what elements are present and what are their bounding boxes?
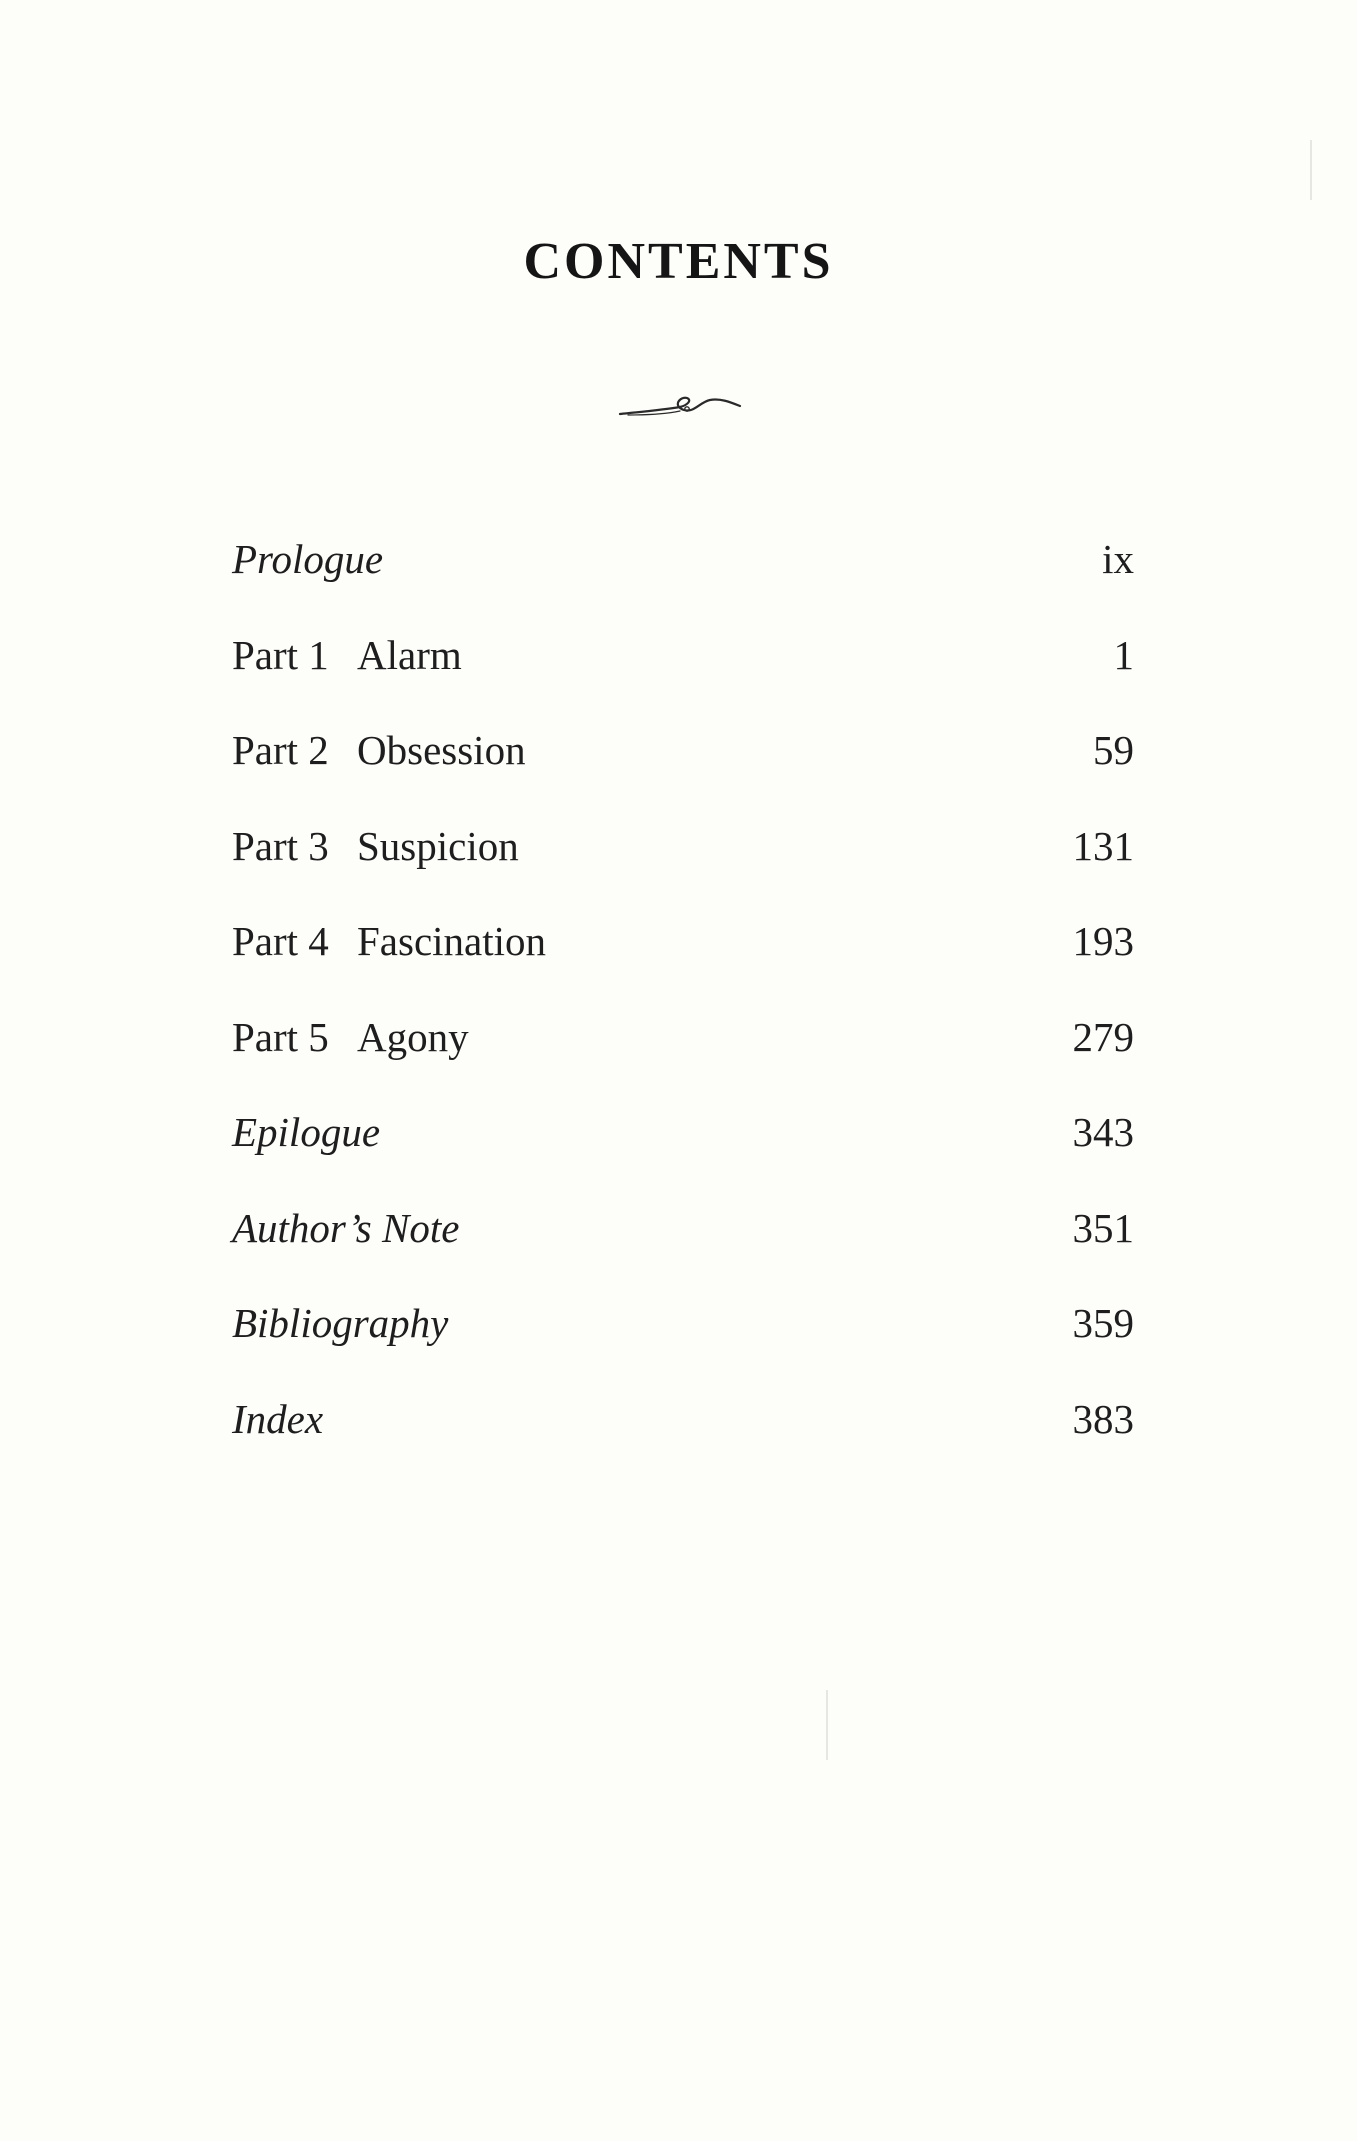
part-label: Part 3 [232, 822, 329, 869]
entry-title: Bibliography [232, 1300, 449, 1346]
part-label: Part 1 [232, 631, 329, 678]
toc-entry [232, 624, 1134, 720]
page-number: 279 [1072, 1013, 1134, 1060]
scan-artifact [826, 1690, 828, 1760]
entry-heading [232, 528, 383, 590]
toc-entry [232, 528, 1134, 624]
entry-title: Index [232, 1395, 324, 1442]
scan-artifact [1310, 140, 1312, 200]
toc-entry [232, 1101, 1134, 1197]
page-number: 59 [1093, 727, 1134, 773]
toc-entry [232, 1292, 1134, 1388]
entry-heading [232, 815, 519, 877]
entry-title: Obsession [357, 727, 526, 773]
toc-entry [232, 1006, 1134, 1102]
entry-title: Fascination [357, 918, 547, 964]
entry-heading [232, 719, 526, 781]
page-number: 351 [1072, 1204, 1134, 1251]
page-number: 359 [1072, 1300, 1134, 1346]
toc-entry [232, 815, 1134, 911]
toc-entry [232, 719, 1134, 815]
entry-heading [232, 1388, 323, 1450]
entry-heading [232, 1006, 469, 1068]
page-title: CONTENTS [523, 233, 834, 290]
page-number: ix [1102, 536, 1134, 582]
toc-entry [232, 910, 1134, 1006]
toc-entry [232, 1197, 1134, 1293]
page-number: 131 [1072, 822, 1134, 869]
entry-heading [232, 1101, 380, 1163]
entry-heading [232, 1197, 459, 1259]
toc-entry [232, 1388, 1134, 1484]
part-label: Part 5 [232, 1013, 329, 1060]
entry-title: Suspicion [357, 822, 519, 869]
part-label: Part 4 [232, 918, 329, 964]
entry-heading [232, 624, 462, 686]
part-label: Part 2 [232, 727, 329, 773]
table-of-contents [232, 528, 1134, 1483]
entry-heading [232, 1292, 448, 1354]
entry-title: Agony [357, 1013, 469, 1060]
entry-heading [232, 910, 546, 972]
page-number: 383 [1072, 1395, 1134, 1442]
entry-title: Author’s Note [232, 1204, 460, 1251]
page-number: 193 [1072, 918, 1134, 964]
flourish-divider-icon [618, 388, 742, 424]
page-number: 343 [1072, 1109, 1134, 1155]
page-number: 1 [1113, 631, 1134, 678]
entry-title: Prologue [232, 536, 384, 582]
entry-title: Alarm [357, 631, 462, 678]
entry-title: Epilogue [232, 1109, 381, 1155]
